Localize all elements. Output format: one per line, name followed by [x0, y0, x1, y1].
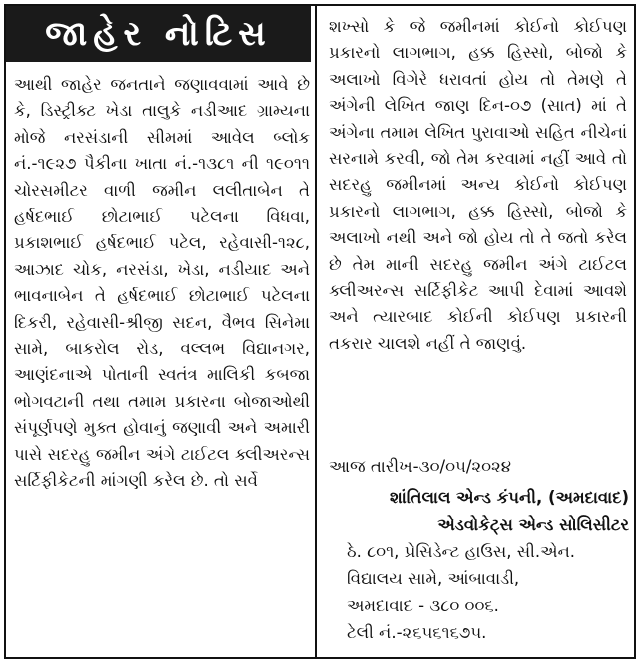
address-line-1: ઠે. ૮૦૧, પ્રેસિડેન્ટ હાઉસ, સી.એન.	[347, 542, 576, 561]
firm-subtitle: એડવોકેટ્સ એન્ડ સોલિસીટર	[437, 515, 629, 534]
notice-body-right: શખ્સો કે જે જમીનમાં કોઈનો કોઈપણ પ્રકારનો લાગભાગ, હક્ક હિસ્સો, બોજો કે અલાખો વિગેરે ધરાવતાં હોય તો તેમણે તે અંગેની લેખિત જાણ દિન-૦૭ (સાત) માં તે અંગેના તમામ લેખિત પુરાવાઓ સહિત નીચેનાં સરનામે કરવી, જો તેમ કરવામાં નહીં આવે તો સદરહુ જમીનમાં અન્ય કોઈનો કોઈપણ પ્રકારનો લાગભાગ, હક્ક હિસ્સો, બોજો કે અલાખો નથી અને જો હોય તો તે જતો કરેલ છે તેમ માની સદરહુ જમીન અંગે ટાઈટલ ક્લીઅરન્સ સર્ટિફીકેટ આપી દેવામાં આવશે અને ત્યારબાદ કોઈની કોઈપણ પ્રકારની તકરાર ચાલશે નહીં તે જાણવું.	[329, 17, 627, 353]
public-notice	[4, 4, 636, 659]
notice-body-left: આથી જાહેર જનતાને જણાવવામાં આવે છે કે, ડિસ્ટ્રીક્ટ ખેડા તાલુકે નડીઆદ ગ્રામ્યના મોજે નરસંડાની સીમમાં આવેલ બ્લોક નં.-૧૯૨૭ પૈકીના ખાતા નં.-૧૩૮૧ ની ૧૯૦૧૧ ચોરસમીટર વાળી જમીન લલીતાબેન તે હર્ષદભાઈ છોટાભાઈ પટેલના વિધવા, પ્રકાશભાઈ હર્ષદભાઈ પટેલ, રહેવાસી-૧૨૮, આઝાદ ચોક, નરસંડા, ખેડા, નડીયાદ અને ભાવનાબેન તે હર્ષદભાઈ છોટાભાઈ પટેલના દિકરી, રહેવાસી-શ્રીજી સદન, વૈભવ સિનેમા સામે, બાકરોલ રોડ, વલ્લભ વિદ્યાનગર, આણંદનાએ પોતાની સ્વતંત્ર માલિકી કબજા ભોગવટાની તથા તમામ પ્રકારના બોજાઓથી સંપૂર્ણપણે મુક્ત હોવાનું જણાવી અને અમારી પાસે સદરહુ જમીન અંગે ટાઈટલ ક્લીઅરન્સ સર્ટિફીકેટની માંગણી કરેલ છે. તો સર્વે	[14, 75, 310, 491]
notice-date: આજ તારીખ-૩૦/૦૫/૨૦૨૪	[329, 457, 511, 476]
signature-block	[329, 484, 629, 646]
firm-name: શાંતિલાલ એન્ડ કંપની, (અમદાવાદ)	[390, 488, 629, 507]
address-line-3: અમદાવાદ - ૩૮૦ ૦૦૬.	[347, 596, 499, 615]
right-column	[319, 6, 634, 657]
notice-title: જાહેર નોટિસ	[6, 6, 311, 62]
left-column	[6, 6, 317, 657]
phone-number: ટેલી નં.-૨૬૫૬૧૬૭૫.	[347, 623, 487, 642]
address-line-2: વિદ્યાલય સામે, આંબાવાડી,	[347, 569, 520, 588]
